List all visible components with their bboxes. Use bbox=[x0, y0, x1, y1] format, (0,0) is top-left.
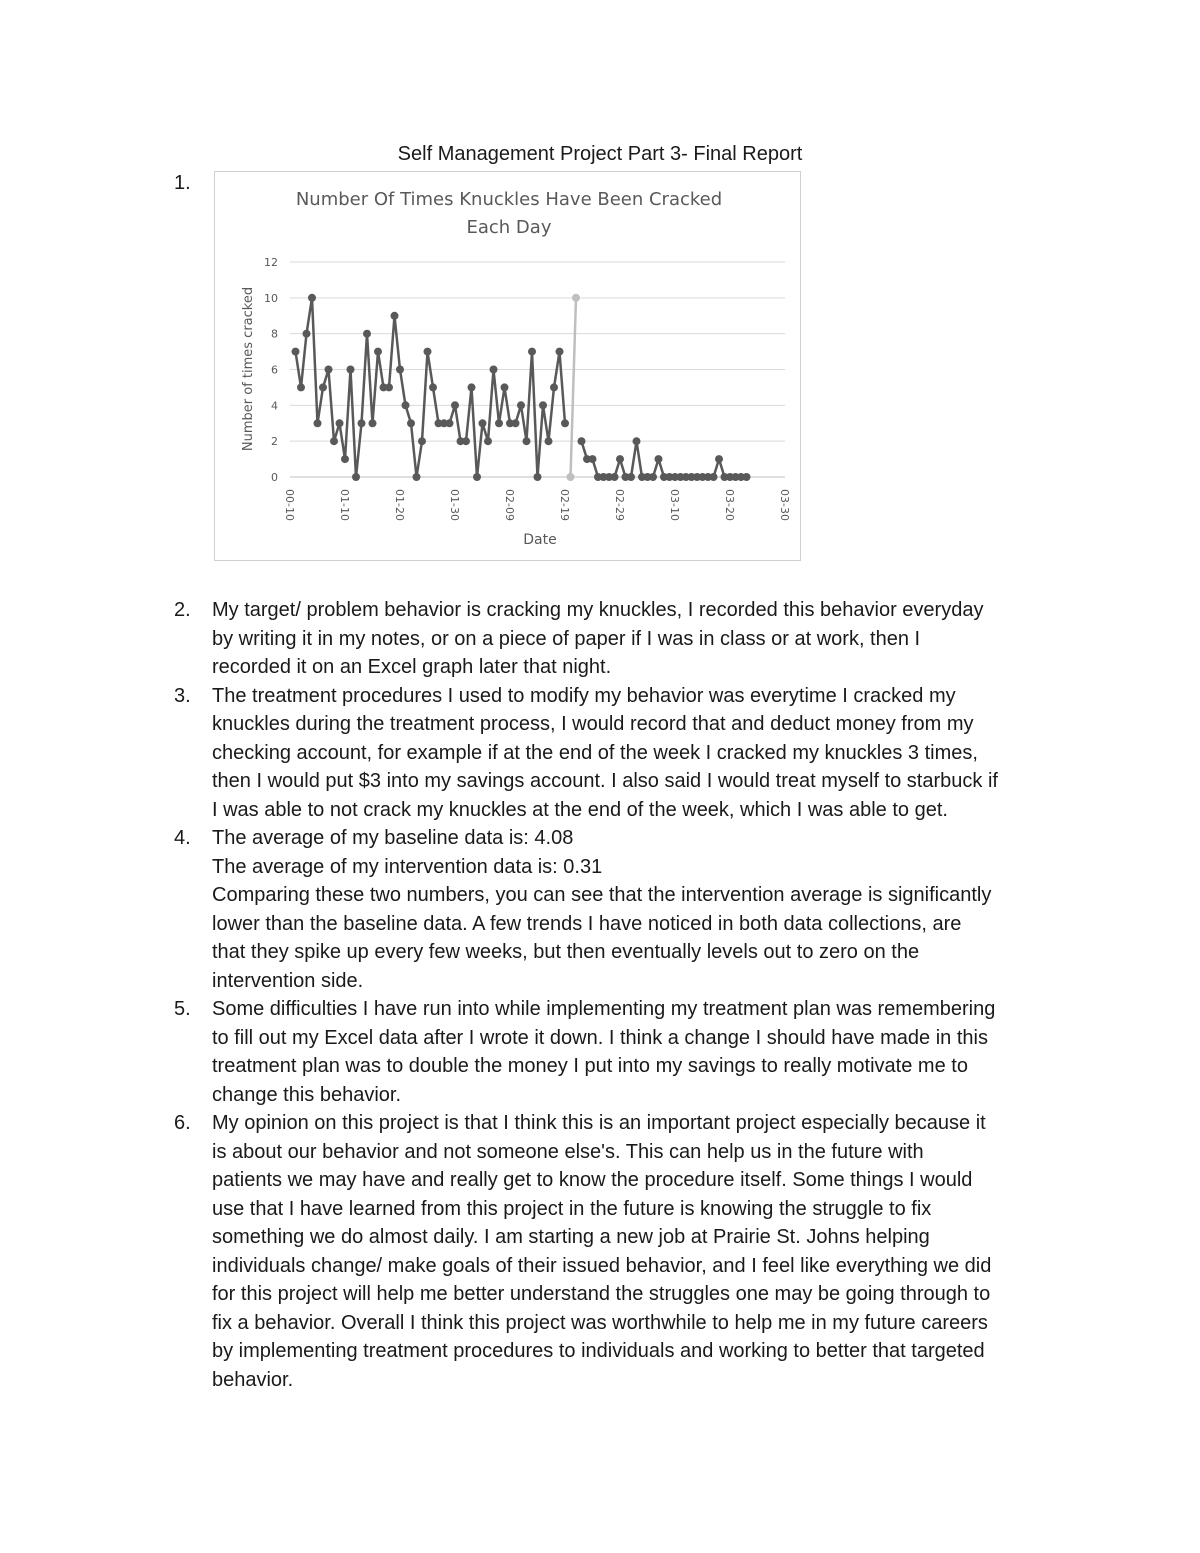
data-point bbox=[567, 473, 575, 481]
data-point bbox=[413, 473, 421, 481]
data-point bbox=[743, 473, 751, 481]
data-point bbox=[484, 437, 492, 445]
data-point bbox=[385, 383, 393, 391]
data-point bbox=[396, 366, 404, 374]
data-point bbox=[358, 419, 366, 427]
item-text: The treatment procedures I used to modify my behavior was everytime I cracked my knuckles during the treatment process, I would record that and deduct money from my checking account, for example if at the end of the week I cracked my knuckles 3 times, then I would put $3 into my savings account. I also said I would treat myself to starbuck if I was able to not crack my knuckles at the end of the week, which I was able to get. bbox=[212, 684, 998, 821]
knuckle-chart bbox=[215, 172, 802, 562]
chart-container bbox=[214, 171, 801, 561]
data-point bbox=[325, 366, 333, 374]
item-text: My opinion on this project is that I think this is an important project especially because it is about our behavior and not someone else's. This can help us in the future with patients we may have and really get to know the procedure itself. Some things I would use that I have learned from this project in the future is knowing the struggle to fix something we do almost daily. I am starting a new job at Prairie St. Johns helping individuals change/ make goals of their issued behavior, and I feel like everything we did for this project will help me better understand the struggles one may be going through to fix a behavior. Overall I think this project was worthwhile to help me in my future careers by implementing treatment procedures to individuals and working to better that targeted behavior. bbox=[212, 1112, 992, 1391]
item-text: The average of my baseline data is: 4.08 The average of my intervention data is: 0.31 Comparing these two numbers, you can see that the intervention average is significantly lower than the baseline data. A few trends I have noticed in both data collections, are that they spike up every few weeks, but then eventually levels out to zero on the intervention side. bbox=[212, 827, 992, 992]
series-line-phase-change bbox=[571, 298, 577, 477]
data-point bbox=[374, 348, 382, 356]
chart-title-line1: Number Of Times Knuckles Have Been Cracked bbox=[295, 189, 723, 210]
data-point bbox=[319, 383, 327, 391]
data-point bbox=[352, 473, 360, 481]
data-point bbox=[369, 419, 377, 427]
data-point bbox=[407, 419, 415, 427]
data-point bbox=[314, 419, 322, 427]
data-point bbox=[611, 473, 619, 481]
x-tick-label: 01-30 bbox=[448, 489, 461, 521]
item-number: 2. bbox=[174, 599, 191, 621]
item-number-1: 1. bbox=[174, 172, 191, 194]
data-point bbox=[545, 437, 553, 445]
x-tick-label: 02-19 bbox=[558, 489, 571, 521]
y-tick-labels bbox=[264, 256, 278, 484]
data-point bbox=[495, 419, 503, 427]
y-axis-label: Number of times cracked bbox=[241, 286, 256, 452]
data-point bbox=[451, 401, 459, 409]
y-tick-label: 10 bbox=[264, 291, 278, 305]
data-point bbox=[539, 401, 547, 409]
x-tick-labels bbox=[283, 489, 791, 521]
x-axis-label: Date bbox=[523, 532, 557, 548]
x-tick-label: 00-10 bbox=[283, 489, 296, 521]
item-text: Some difficulties I have run into while implementing my treatment plan was remembering to fill out my Excel data after I wrote it down. I think a change I should have made in this treatment plan was to double the money I put into my savings to really motivate me to change this behavior. bbox=[212, 998, 996, 1106]
x-tick-label: 01-20 bbox=[393, 489, 406, 521]
item-text: My target/ problem behavior is cracking my knuckles, I recorded this behavior everyday by writing it in my notes, or on a piece of paper if I was in class or at work, then I recorded it on an Excel graph later that night. bbox=[212, 599, 984, 678]
data-point bbox=[534, 473, 542, 481]
report-items bbox=[174, 596, 1074, 1394]
y-tick-label: 6 bbox=[271, 363, 278, 377]
x-tick-label: 02-09 bbox=[503, 489, 516, 521]
x-tick-label: 01-10 bbox=[338, 489, 351, 521]
data-point bbox=[578, 437, 586, 445]
data-point bbox=[446, 419, 454, 427]
data-point bbox=[479, 419, 487, 427]
chart-title-line2: Each Day bbox=[466, 217, 552, 238]
report-item bbox=[174, 596, 1074, 682]
data-point bbox=[627, 473, 635, 481]
report-item bbox=[174, 995, 1074, 1109]
data-point bbox=[616, 455, 624, 463]
item-number: 5. bbox=[174, 998, 191, 1020]
data-point bbox=[490, 366, 498, 374]
y-tick-label: 4 bbox=[271, 399, 278, 413]
data-point bbox=[363, 330, 371, 338]
report-item bbox=[174, 824, 1074, 995]
y-tick-label: 8 bbox=[271, 327, 278, 341]
y-tick-label: 2 bbox=[271, 435, 278, 449]
x-tick-label: 03-10 bbox=[668, 489, 681, 521]
data-point bbox=[589, 455, 597, 463]
data-point bbox=[429, 383, 437, 391]
y-tick-label: 0 bbox=[271, 471, 278, 484]
data-point bbox=[473, 473, 481, 481]
data-series bbox=[292, 294, 751, 481]
data-point bbox=[468, 383, 476, 391]
data-point bbox=[550, 383, 558, 391]
data-point bbox=[528, 348, 536, 356]
data-point bbox=[523, 437, 531, 445]
report-item bbox=[174, 682, 1074, 825]
data-point bbox=[347, 366, 355, 374]
x-tick-label: 03-30 bbox=[778, 489, 791, 521]
data-point bbox=[710, 473, 718, 481]
x-tick-label: 03-20 bbox=[723, 489, 736, 521]
data-point bbox=[336, 419, 344, 427]
data-point bbox=[341, 455, 349, 463]
data-point bbox=[402, 401, 410, 409]
y-tick-label: 12 bbox=[264, 256, 278, 269]
report-item bbox=[174, 1109, 1074, 1394]
data-point bbox=[330, 437, 338, 445]
page-title: Self Management Project Part 3- Final Report bbox=[397, 143, 803, 165]
item-number: 6. bbox=[174, 1112, 191, 1134]
data-point bbox=[501, 383, 509, 391]
data-point bbox=[462, 437, 470, 445]
data-point bbox=[292, 348, 300, 356]
item-number: 3. bbox=[174, 684, 191, 707]
data-point bbox=[556, 348, 564, 356]
data-point bbox=[715, 455, 723, 463]
data-point bbox=[572, 294, 580, 302]
x-tick-label: 02-29 bbox=[613, 489, 626, 521]
data-point bbox=[649, 473, 657, 481]
data-point bbox=[633, 437, 641, 445]
data-point bbox=[297, 383, 305, 391]
data-point bbox=[655, 455, 663, 463]
data-point bbox=[418, 437, 426, 445]
item-number: 4. bbox=[174, 827, 191, 849]
data-point bbox=[308, 294, 316, 302]
data-point bbox=[391, 312, 399, 320]
data-point bbox=[561, 419, 569, 427]
data-point bbox=[517, 401, 525, 409]
data-point bbox=[303, 330, 311, 338]
data-point bbox=[512, 419, 520, 427]
data-point bbox=[424, 348, 432, 356]
